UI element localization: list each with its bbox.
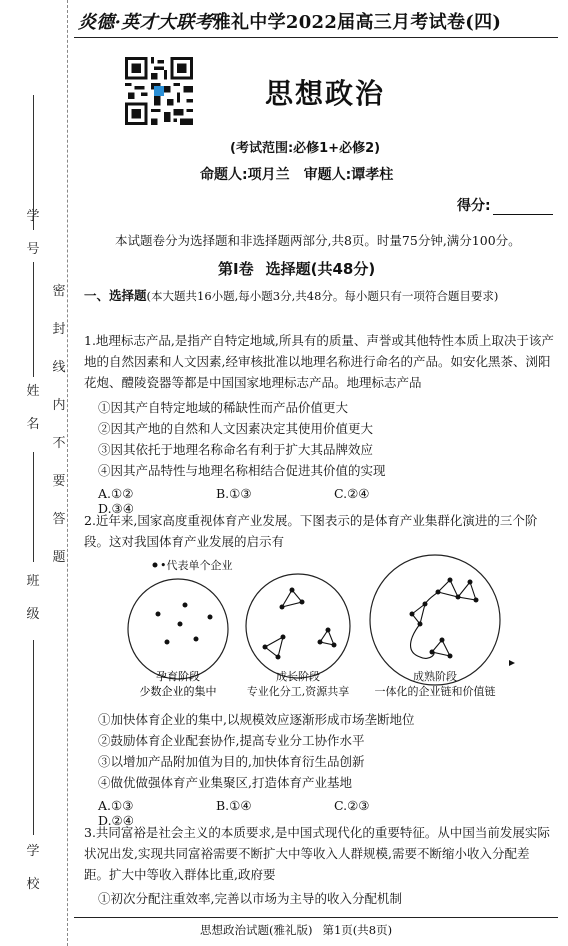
option: ③以增加产品附加值为目的,加快体育衍生品创新 [98,754,365,769]
choice-b: B.①④ [216,798,252,813]
option: ③因其依托于地理名称命名有利于扩大其品牌效应 [98,442,374,457]
option: ①初次分配注重效率,完善以市场为主导的收入分配机制 [98,891,402,906]
class-line [33,452,34,562]
school-label: 学 校 [26,844,40,892]
subject-title: 思想政治 [265,77,386,110]
stage-incubation [128,579,228,698]
section-name: 选择题(共48分) [265,260,376,278]
choice-d: D.③④ [98,501,134,516]
name-label: 姓 名 [26,384,40,432]
footer-title: 思想政治试题(雅礼版) [200,923,313,937]
seal-notice: 密 封 线 内 不 要 答 题 [52,284,66,565]
option: ④因其产品特性与地理名称相结合促进其价值的实现 [98,463,386,478]
page-footer [200,922,392,938]
legend-text: •代表单个企业 [160,559,233,572]
instructions-text: (本大题共16小题,每小题3分,共48分。每小题只有一项符合题目要求) [146,289,499,303]
choice-a: A.①② [98,486,134,501]
footer-page: 第1页(共8页) [322,923,393,937]
arrow-icon [509,660,515,666]
diagram-legend [153,558,233,572]
stage-2-desc: 专业化分工,资源共享 [246,685,350,698]
exam-notice: 本试题卷分为选择题和非选择题两部分,共8页。时量75分钟,满分100分。 [115,233,521,248]
name-line [33,262,34,377]
choice-c: C.②④ [334,486,370,501]
stage-3-desc: 一体化的企业链和价值链 [374,685,496,698]
choice-d: D.②④ [98,813,134,828]
exam-scope: (考试范围:必修1+必修2) [230,141,381,156]
stage-3-name: 成熟阶段 [413,670,457,683]
stage-growth [246,574,350,698]
section-heading [218,258,375,279]
question-2-stem: 2.近年来,国家高度重视体育产业发展。下图表示的是体育产业集群化演进的三个阶段。这对我国体育产业发展的启示有 [84,513,538,549]
reviewer: 审题人:谭孝柱 [303,167,394,183]
proposer: 命题人:项月兰 [200,167,290,183]
choice-c: C.②③ [334,798,370,813]
question-3-stem: 3.共同富裕是社会主义的本质要求,是中国式现代化的重要特征。从中国当前发展实际状况出发,实现共同富裕需要不断扩大中等收入人群规模,需要不断缩小收入分配差距。扩大中等收入群体比重,政府要 [84,825,550,882]
option: ②因其产地的自然和人文因素决定其使用价值更大 [98,421,374,436]
stage-1-name: 孕育阶段 [156,670,200,683]
instructions [84,285,554,307]
class-label: 班 级 [26,574,40,622]
option: ①因其产自特定地域的稀缺性而产品价值更大 [98,400,349,415]
question-1-stem: 1.地理标志产品,是指产自特定地域,所具有的质量、声誉或其他特性本质上取决于该产地的自然因素和人文因素,经审核批准以地理名称进行命名的产品。如安化黑茶、浏阳花炮、醴陵瓷器等都是中国国家地理标志产品。地理标志产品 [84,333,554,390]
stage-maturity [370,555,500,698]
authors-line [200,164,393,184]
exam-header [78,8,558,34]
binding-dashed-line [67,0,68,946]
industry-cluster-diagram [120,552,530,702]
choice-a: A.①③ [98,798,134,813]
qr-code-icon [125,57,193,125]
option: ①加快体育企业的集中,以规模效应逐渐形成市场垄断地位 [98,712,415,727]
option: ④做优做强体育产业集聚区,打造体育产业基地 [98,775,352,790]
question-3-options [98,888,558,909]
score-field [457,195,553,215]
section-title: 第Ⅰ卷 [218,260,254,278]
question-2-options [98,709,558,793]
score-blank [493,200,553,215]
stage-1-desc: 少数企业的集中 [139,685,217,698]
exam-title: 雅礼中学2022届高三月考试卷(四) [212,12,502,33]
choice-b: B.①③ [216,486,252,501]
question-1-options [98,397,558,481]
brand-name: 炎德·英才大联考 [78,12,213,33]
header-rule [74,37,558,38]
footer-rule [74,917,558,918]
option: ②鼓励体育企业配套协作,提高专业分工协作水平 [98,733,365,748]
score-label: 得分: [457,198,491,214]
student-no-label: 学 号 [26,209,40,257]
stage-2-name: 成长阶段 [276,670,320,683]
school-line [33,640,34,835]
instructions-label: 一、选择题 [84,288,147,303]
